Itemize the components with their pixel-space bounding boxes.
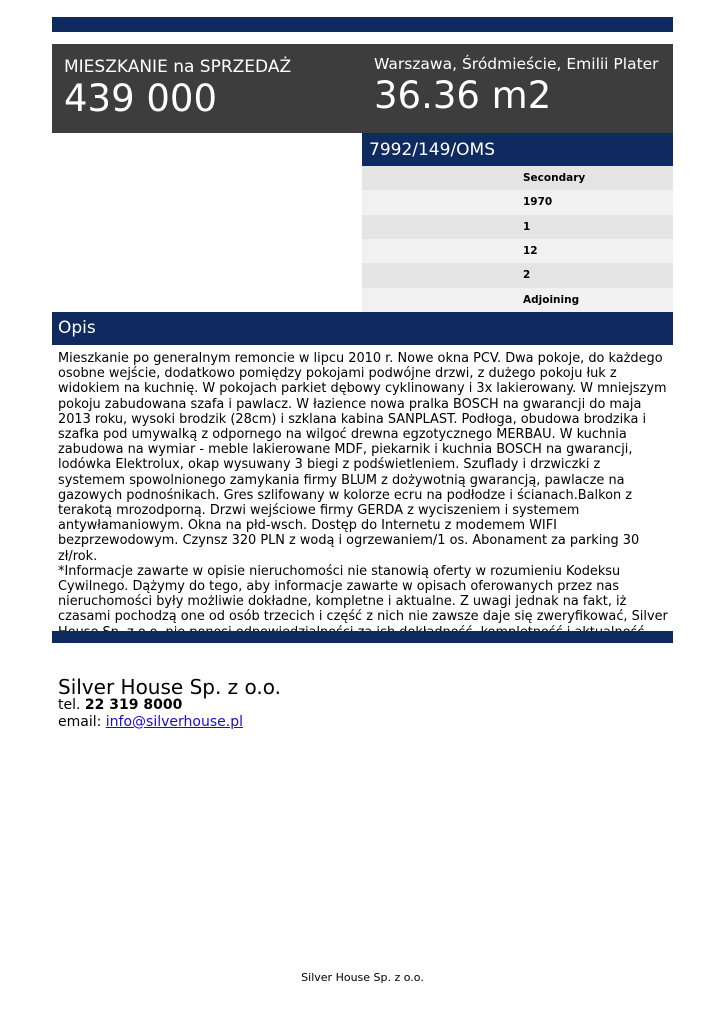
email-label: email: xyxy=(58,714,102,730)
area: 36.36 m2 xyxy=(374,74,552,117)
detail-row xyxy=(362,190,673,214)
detail-value: 1 xyxy=(523,220,531,233)
description xyxy=(58,351,670,640)
detail-value: 2 xyxy=(523,269,531,282)
phone-line xyxy=(58,697,182,713)
reference-number: 7992/149/OMS xyxy=(369,140,496,160)
section-header-opis xyxy=(52,312,673,345)
detail-value: 12 xyxy=(523,244,538,257)
phone-number: 22 319 8000 xyxy=(84,697,183,713)
details-table xyxy=(362,166,673,312)
top-accent-bar xyxy=(52,17,673,32)
email-link[interactable]: info@silverhouse.pl xyxy=(105,714,243,730)
disclaimer-text: *Informacje zawarte w opisie nieruchomości nie stanowią oferty w rozumieniu Kodeksu Cywilnego. Dążymy do tego, aby informacje zawarte w opisach oferowanych przez nas nieruchomości były możliwie dokładne, kompletne i aktualne. Z uwagi jednak na fakt, iż czasami pochodzą one od osób trzecich i część z nich nie zawsze daje się zweryfikować, Silver xyxy=(58,563,668,625)
email-line xyxy=(58,714,243,730)
detail-value: Adjoining xyxy=(523,293,580,306)
detail-value: Secondary xyxy=(523,172,586,184)
listing-type: MIESZKANIE na SPRZEDAŻ xyxy=(64,57,292,77)
section-title: Opis xyxy=(58,318,96,338)
listing-header xyxy=(52,44,673,133)
price: 439 000 xyxy=(64,77,218,120)
detail-row xyxy=(362,263,673,287)
phone-label: tel. xyxy=(58,697,81,713)
reference-bar xyxy=(362,133,673,166)
location: Warszawa, Śródmieście, Emilii Plater xyxy=(374,55,659,73)
description-text: Mieszkanie po generalnym remoncie w lipcu 2010 r. Nowe okna PCV. Dwa pokoje, do każdego osobne wejście, dodatkowo pomiędzy pokojami podwójne drzwi, z dużego pokoju łuk z widokiem na kuchnię. W pokojach parkiet dębowy cyklinowany i 3x lakierowany. W mniejszym pokoju zabudowana szafa i pawlacz. W łazience nowa pralka BOSCH na gwarancji do maja 2013 roku, wysoki brodzik (28cm) i szklana kabina SANPLAST. Podłoga, obudowa brodzika i szafka pod umywalką z odpornego na wilgoć drewna egzotycznego MERBAU. W kuchnia zabudowa na wymiar - meble lakierowane MDF, piekarnik i kuchnia BOSCH na gwarancji, lodówka Elektrolux, okap wysuwany 3 biegi z podświetleniem. Szuflady i drzwiczki z systemem spowolnionego zamykania firmy BLUM z dożywotnią gwarancją, pawlacze na gazowych podnośnikach. Gres szlifowany w kolorze ecru na podłodze i ścianach.Balkon z terakotą mrozodporną. Drzwi wejściowe firmy GERDA z wyciszeniem i systemem antywłamaniowym. Okna na płd-wsch. Dostęp do Internetu z modemem WIFI bezprzewodowym. Czynsz 320 PLN z wodą i ogrzewaniem/1 os. Abonament za parking 30 zł/rok. xyxy=(58,351,667,564)
detail-row xyxy=(362,288,673,312)
detail-row xyxy=(362,215,673,239)
company-name: Silver House Sp. z o.o. xyxy=(58,675,282,699)
bottom-accent-bar xyxy=(52,631,673,643)
detail-row xyxy=(362,239,673,263)
detail-row xyxy=(362,166,673,190)
footer: Silver House Sp. z o.o. xyxy=(301,971,424,984)
detail-value: 1970 xyxy=(523,196,553,209)
